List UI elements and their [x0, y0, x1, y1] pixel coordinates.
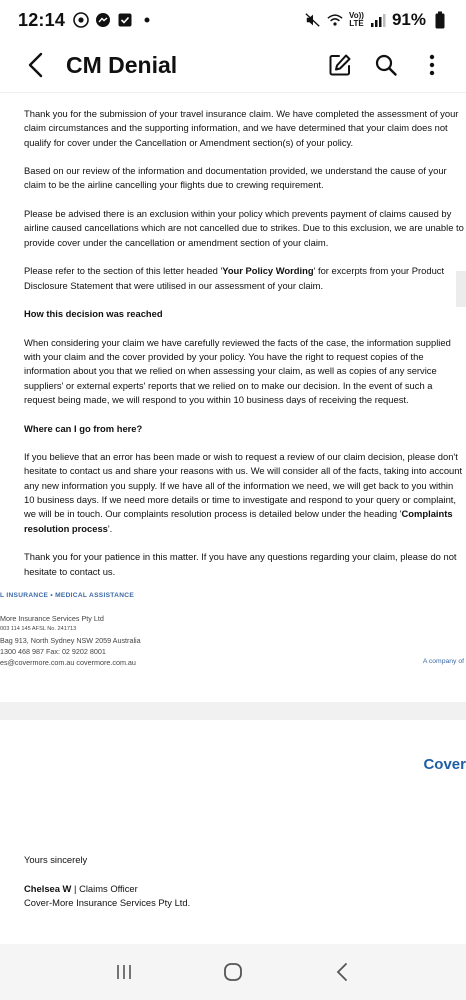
letter-body [24, 107, 466, 593]
volte-label: Vo)) [349, 11, 364, 20]
signer-company: Cover-More Insurance Services Pty Ltd. [24, 897, 191, 908]
status-notification-icons [73, 12, 155, 28]
page-separator [0, 702, 466, 720]
paragraph-claim-assessment: Thank you for the submission of your travel insurance claim. We have completed the assessment of your claim circumstances and the supporting information, and we have determined that your claim does not qualify for cover under the Cancellation or Amendment section(s) of your policy. [24, 108, 459, 148]
app-actions [324, 49, 448, 81]
paragraph-exclusion: Please be advised there is an exclusion within your policy which prevents payment of claims caused by airline caused cancellations which are not cancelled due to strikes. Due to this exclusion, we are unable to provide cover under the cancellation or amendment section of your claim. [24, 208, 464, 248]
edit-button[interactable] [324, 49, 356, 81]
back-nav-button[interactable] [322, 952, 362, 992]
back-arrow-icon [26, 52, 46, 78]
footer-tagline: L INSURANCE • MEDICAL ASSISTANCE [0, 592, 135, 599]
checkbox-app-icon [117, 12, 133, 28]
back-button[interactable] [18, 47, 54, 83]
mute-icon [305, 12, 321, 28]
signature-line [24, 883, 138, 894]
search-button[interactable] [370, 49, 402, 81]
system-navigation-bar [0, 944, 466, 1000]
document-viewer[interactable] [0, 92, 466, 944]
paragraph-review [24, 450, 466, 536]
paragraph-decision: When considering your claim we have carefully reviewed the facts of the case, the information supplied with your claim and the cover provided by your policy. You have the right to request copies of the information about you that we relied on when assessing your claim, as well as copies of any service suppliers' or external experts' reports that we relied on to make our decision. In the event of such a request being made, we will respond to you within 10 business days of receiving the request. [24, 336, 451, 405]
status-time: 12:14 [18, 9, 66, 30]
document-title: CM Denial [66, 51, 178, 78]
paragraph-claim-cause: Based on our review of the information and documentation provided, we understand the cause of your claim to be the airline cancelling your flights due to crewing requirement. [24, 165, 447, 191]
messenger-icon [95, 12, 111, 28]
heading-decision: How this decision was reached [24, 308, 163, 320]
app-bar [0, 40, 466, 90]
chrome-icon [73, 12, 89, 28]
letter-footer [0, 590, 466, 694]
home-button[interactable] [213, 952, 253, 992]
brand-logo: Cover [423, 756, 466, 773]
status-system-icons [305, 10, 448, 30]
footer-company-line: More Insurance Services Pty Ltd [0, 614, 104, 623]
heading-next-steps: Where can I go from here? [24, 422, 143, 434]
policy-reference-text-pre: Please refer to the section of this letter headed ' [24, 265, 223, 277]
signer-role: | Claims Officer [71, 883, 138, 894]
signer-name: Chelsea W [24, 883, 72, 894]
network-type-indicator [349, 12, 364, 28]
more-notifications-dot-icon [139, 12, 155, 28]
paragraph-policy-reference [24, 264, 466, 293]
footer-email-line: es@covermore.com.au covermore.com.au [0, 658, 136, 667]
more-options-button[interactable] [416, 49, 448, 81]
status-bar [0, 0, 466, 40]
search-icon [374, 53, 398, 77]
wifi-icon [327, 12, 343, 28]
footer-address-line: Bag 913, North Sydney NSW 2059 Australia [0, 636, 141, 645]
back-chevron-icon [335, 962, 349, 982]
policy-reference-text-post: ' for excerpts from your Product Disclosure Statement that were utilised in our assessment of your claim. [24, 265, 445, 291]
footer-phone-line: 1300 468 987 Fax: 02 9202 8001 [0, 647, 106, 656]
recent-apps-button[interactable] [104, 952, 144, 992]
battery-icon [432, 12, 448, 28]
policy-wording-bold: Your Policy Wording [222, 265, 314, 277]
paragraph-thanks: Thank you for your patience in this matter. If you have any questions regarding your claim, please do not hesitate to contact us. [24, 551, 457, 577]
lte-label: LTE [349, 19, 364, 28]
scrollbar-thumb[interactable] [456, 271, 466, 307]
edit-icon [328, 53, 352, 77]
complaints-process-bold: Complaints resolution process [24, 508, 453, 534]
review-text-pre: If you believe that an error has been made or wish to request a review of our claim decision, please don't hesitate to contact us and share your reasons with us. We will consider all of the facts, taking into account any new information you supply. If we have all of the information we need, we will get back to you within 10 business days. If we need more details or time to investigate and respond to your query or complaint, we will be in touch. Our complaints resolution process is detailed below under the heading ' [24, 451, 463, 520]
recent-apps-icon [115, 963, 133, 981]
review-text-post: '. [107, 522, 113, 534]
more-vertical-icon [428, 53, 436, 77]
battery-level: 91% [391, 10, 426, 29]
signal-icon [370, 12, 386, 28]
sign-off: Yours sincerely [24, 854, 88, 865]
home-icon [223, 962, 243, 982]
footer-company-of: A company of [422, 658, 464, 665]
footer-license-line: 003 114 145 AFSL No. 241713 [0, 626, 77, 632]
